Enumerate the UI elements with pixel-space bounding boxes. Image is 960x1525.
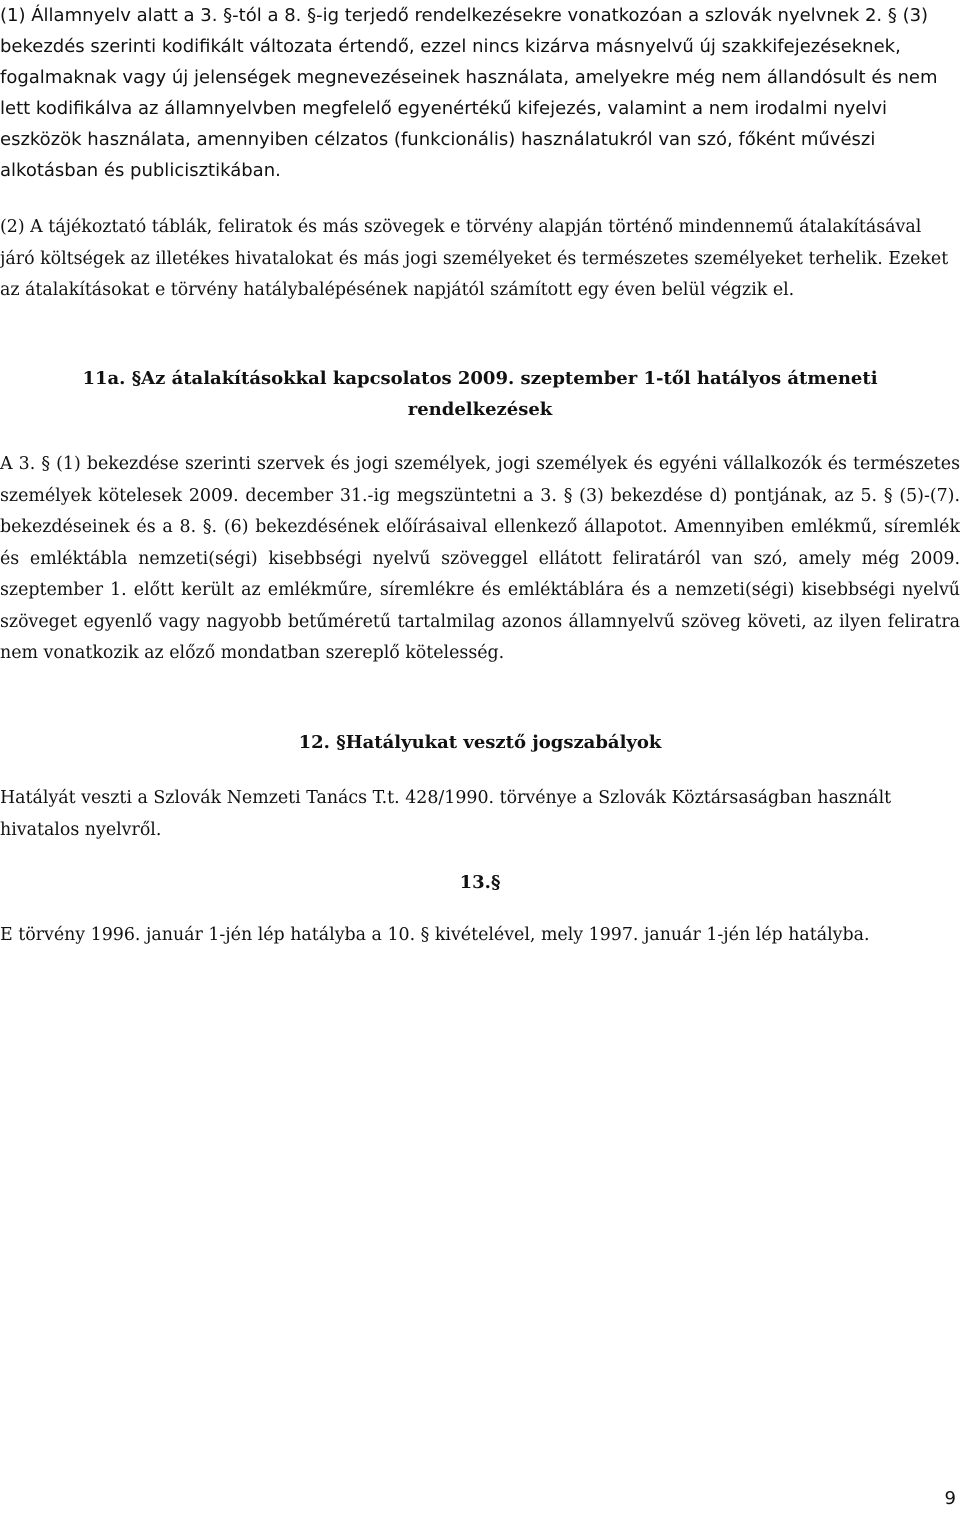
section-11a-heading-line-2: rendelkezések: [407, 399, 553, 420]
section-12-heading-text: 12. §Hatályukat vesztő jogszabályok: [298, 732, 662, 753]
section-13-heading: [0, 867, 960, 898]
paragraph-2-block: [0, 212, 960, 307]
paragraph-1-block: [0, 0, 960, 186]
paragraph-4-block: [0, 783, 960, 846]
section-11a-heading-line-1: 11a. §Az átalakításokkal kapcsolatos 2009. szeptember 1-től hatályos átmeneti: [82, 368, 878, 389]
paragraph-5: E törvény 1996. január 1-jén lép hatályba a 10. § kivételével, mely 1997. január 1-jén lép hatályba.: [0, 925, 870, 945]
page-number: 9: [944, 1488, 956, 1509]
paragraph-2: (2) A tájékoztató táblák, feliratok és más szövegek e törvény alapján történő mindennemű átalakításával járó költségek az illetékes hivatalokat és más jogi személyeket és természetes személyeket terhelik. Ezeket az átalakításokat e törvény hatálybalépésének napjától számított egy éven belül végzik el.: [0, 217, 949, 300]
paragraph-1: (1) Államnyelv alatt a 3. §-tól a 8. §-ig terjedő rendelkezésekre vonatkozóan a szlovák nyelvnek 2. § (3) bekezdés szerinti kodifikált változata értendő, ezzel nincs kizárva másnyelvű új szakkifejezéseknek, fogalmaknak vagy új jelenségek megnevezéseinek használata, amelyekre még nem állandósult és nem lett kodifikálva az államnyelvben megfelelő egyenértékű kifejezés, valamint a nem irodalmi nyelvi eszközök használata, amennyiben célzatos (funkcionális) használatukról van szó, főként művészi alkotásban és publicisztikában.: [0, 5, 938, 181]
paragraph-5-block: [0, 920, 960, 952]
section-13-heading-text: 13.§: [459, 872, 501, 893]
paragraph-3: A 3. § (1) bekezdése szerinti szervek és jogi személyek, jogi személyek és egyéni vállalkozók és természetes személyek kötelesek 2009. december 31.-ig megszüntetni a 3. § (3) bekezdése d) pontjának, az 5. § (5)-(7). bekezdéseinek és a 8. §. (6) bekezdésének előírásaival ellenkező állapotot. Amennyiben emlékmű, síremlék és emléktábla nemzeti(ségi) kisebbségi nyelvű szöveggel ellátott feliratáról van szó, amely még 2009. szeptember 1. előtt került az emlékműre, síremlékre és emléktáblára és a nemzeti(ségi) kisebbségi nyelvű szöveget egyenlő vagy nagyobb betűméretű tartalmilag azonos államnyelvű szöveg követi, az ilyen feliratra nem vonatkozik az előző mondatban szereplő kötelesség.: [0, 454, 960, 663]
section-11a-heading: [0, 363, 960, 425]
section-12-heading: [0, 727, 960, 758]
paragraph-4: Hatályát veszti a Szlovák Nemzeti Tanács T.t. 428/1990. törvénye a Szlovák Köztársaságban használt hivatalos nyelvről.: [0, 788, 892, 840]
paragraph-3-block: [0, 449, 960, 670]
